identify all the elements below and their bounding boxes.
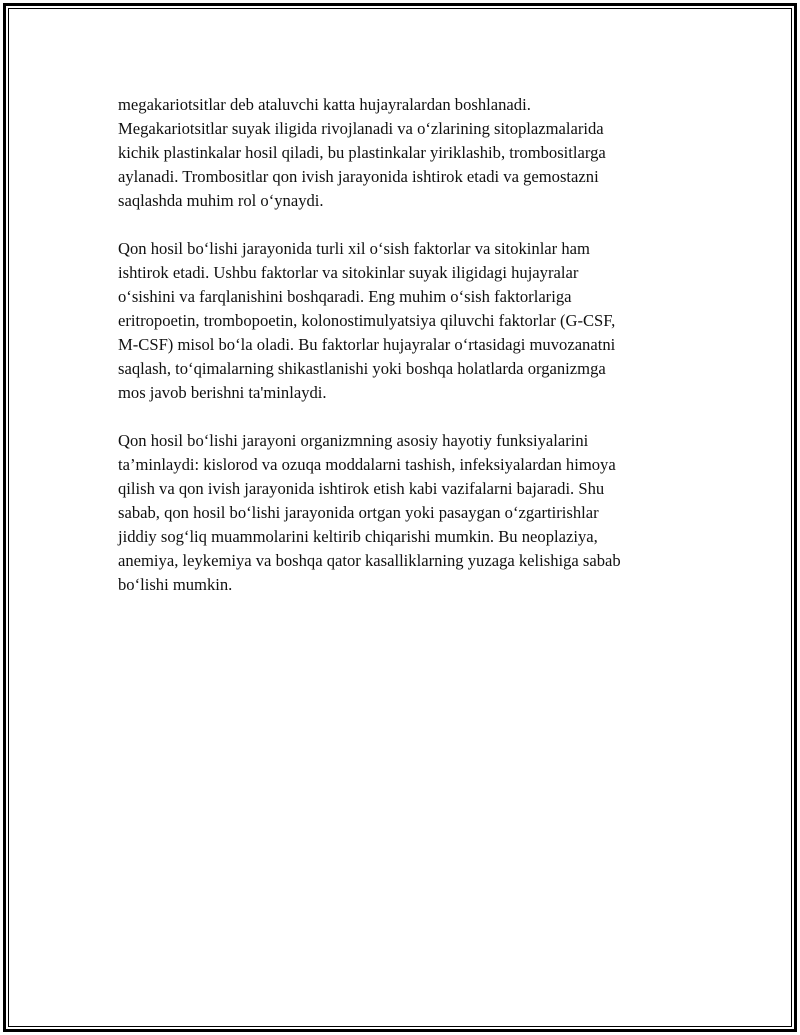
text-line: Qon hosil bo‘lishi jarayoni organizmning asosiy hayotiy funksiyalarini bbox=[118, 431, 589, 450]
text-line: qilish va qon ivish jarayonida ishtirok etish kabi vazifalarni bajaradi. Shu bbox=[118, 479, 605, 498]
paragraph-1 bbox=[118, 93, 678, 213]
text-line: eritropoetin, trombopoetin, kolonostimulyatsiya qiluvchi faktorlar (G-CSF, bbox=[118, 311, 616, 330]
text-line: saqlashda muhim rol o‘ynaydi. bbox=[118, 191, 324, 210]
text-line: jiddiy sog‘liq muammolarini keltirib chiqarishi mumkin. Bu neoplaziya, bbox=[118, 527, 598, 546]
text-line: Qon hosil bo‘lishi jarayonida turli xil o‘sish faktorlar va sitokinlar ham bbox=[118, 239, 590, 258]
text-line: mos javob berishni ta'minlaydi. bbox=[118, 383, 327, 402]
text-line: o‘sishini va farqlanishini boshqaradi. Eng muhim o‘sish faktorlariga bbox=[118, 287, 572, 306]
text-line: bo‘lishi mumkin. bbox=[118, 575, 233, 594]
text-line: ishtirok etadi. Ushbu faktorlar va sitokinlar suyak iligidagi hujayralar bbox=[118, 263, 579, 282]
text-line: megakariotsitlar deb ataluvchi katta hujayralardan boshlanadi. bbox=[118, 95, 531, 114]
text-line: sabab, qon hosil bo‘lishi jarayonida ortgan yoki pasaygan o‘zgartirishlar bbox=[118, 503, 599, 522]
text-line: Megakariotsitlar suyak iligida rivojlanadi va o‘zlarining sitoplazmalarida bbox=[118, 119, 604, 138]
text-line: aylanadi. Trombositlar qon ivish jarayonida ishtirok etadi va gemostazni bbox=[118, 167, 599, 186]
text-line: anemiya, leykemiya va boshqa qator kasalliklarning yuzaga kelishiga sabab bbox=[118, 551, 621, 570]
text-line: ta’minlaydi: kislorod va ozuqa moddalarni tashish, infeksiyalardan himoya bbox=[118, 455, 616, 474]
paragraph-2 bbox=[118, 237, 678, 405]
document-body bbox=[118, 93, 678, 621]
text-line: kichik plastinkalar hosil qiladi, bu plastinkalar yiriklashib, trombositlarga bbox=[118, 143, 606, 162]
text-line: M-CSF) misol bo‘la oladi. Bu faktorlar hujayralar o‘rtasidagi muvozanatni bbox=[118, 335, 616, 354]
paragraph-3 bbox=[118, 429, 678, 597]
text-line: saqlash, to‘qimalarning shikastlanishi yoki boshqa holatlarda organizmga bbox=[118, 359, 606, 378]
